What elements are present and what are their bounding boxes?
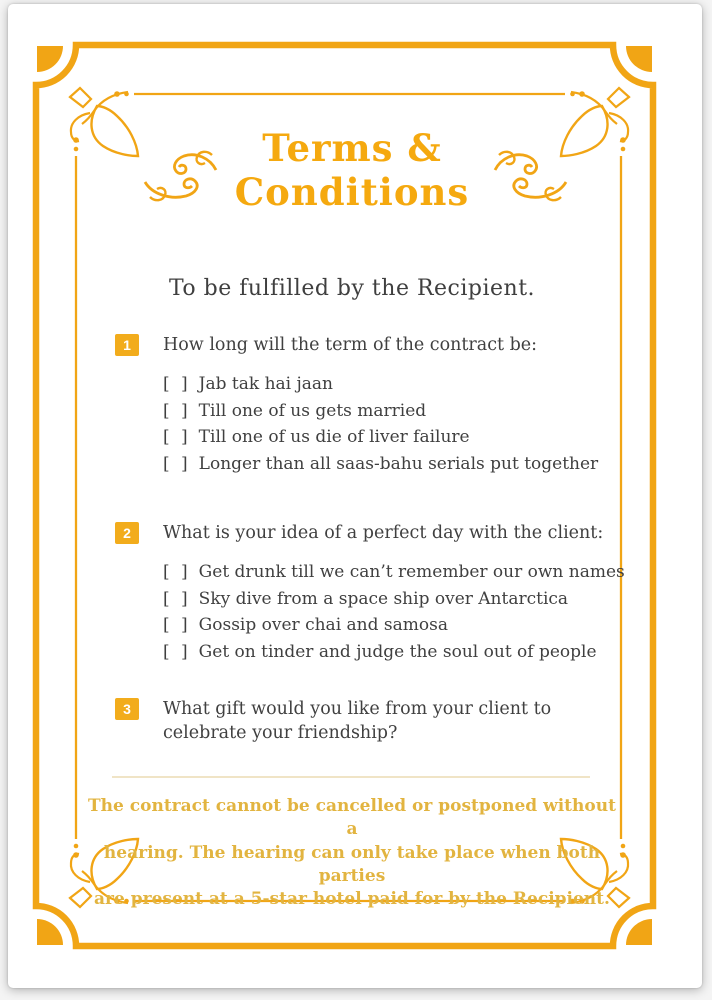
option-label: Till one of us gets married	[198, 400, 427, 421]
checkbox-brackets: [ ]	[163, 562, 188, 582]
checkbox-brackets: [ ]	[163, 588, 188, 609]
footer-line-2: hearing. The hearing can only take place when both parties	[103, 842, 601, 886]
option-row	[163, 559, 623, 586]
question-3-badge: 3	[115, 698, 139, 720]
subtitle: To be fulfilled by the Recipient.	[168, 276, 536, 301]
option-row	[163, 398, 623, 425]
option-label: Gossip over chai and samosa	[198, 615, 448, 636]
inner-border	[76, 94, 621, 901]
checkbox-brackets: [ ]	[163, 400, 188, 421]
question-3-text: What gift would you like from your client to celebrate your friendship?	[163, 699, 552, 743]
option-row	[163, 639, 623, 666]
option-row	[163, 586, 623, 613]
question-2-text: What is your idea of a perfect day with the client:	[163, 523, 604, 543]
question-2-options	[163, 559, 623, 665]
question-1-badge: 1	[115, 334, 139, 356]
option-row	[163, 424, 623, 451]
checkbox-brackets: [ ]	[163, 615, 188, 636]
option-label: Till one of us die of liver failure	[198, 427, 470, 448]
question-2-badge: 2	[115, 522, 139, 544]
title-line-1: Terms &	[262, 126, 442, 170]
checkbox-brackets: [ ]	[163, 641, 188, 662]
corner-pie-bottom-right	[626, 919, 652, 945]
footer-note	[82, 795, 622, 911]
option-label: Get on tinder and judge the soul out of people	[198, 641, 597, 662]
footer-line-1: The contract cannot be cancelled or postponed without a	[88, 796, 616, 840]
checkbox-brackets: [ ]	[163, 453, 188, 474]
page-title	[0, 126, 704, 214]
divider-line	[112, 776, 590, 778]
corner-pie-top-right	[626, 46, 652, 72]
option-label: Sky dive from a space ship over Antarctica	[198, 588, 569, 609]
question-1-options	[163, 371, 623, 477]
corner-pie-top-left	[37, 46, 63, 72]
footer-line-3: are present at a 5-star hotel paid for by the Recipient.	[94, 889, 610, 910]
corner-pie-bottom-left	[37, 919, 63, 945]
option-label: Longer than all saas-bahu serials put together	[198, 453, 599, 474]
title-line-2: Conditions	[234, 170, 470, 214]
question-1-text: How long will the term of the contract be:	[163, 335, 538, 355]
option-row	[163, 371, 623, 398]
checkbox-brackets: [ ]	[163, 427, 188, 448]
option-row	[163, 451, 623, 478]
option-label: Jab tak hai jaan	[198, 374, 333, 394]
option-label: Get drunk till we can’t remember our own names	[198, 562, 625, 582]
option-row	[163, 612, 623, 639]
checkbox-brackets: [ ]	[163, 374, 188, 394]
